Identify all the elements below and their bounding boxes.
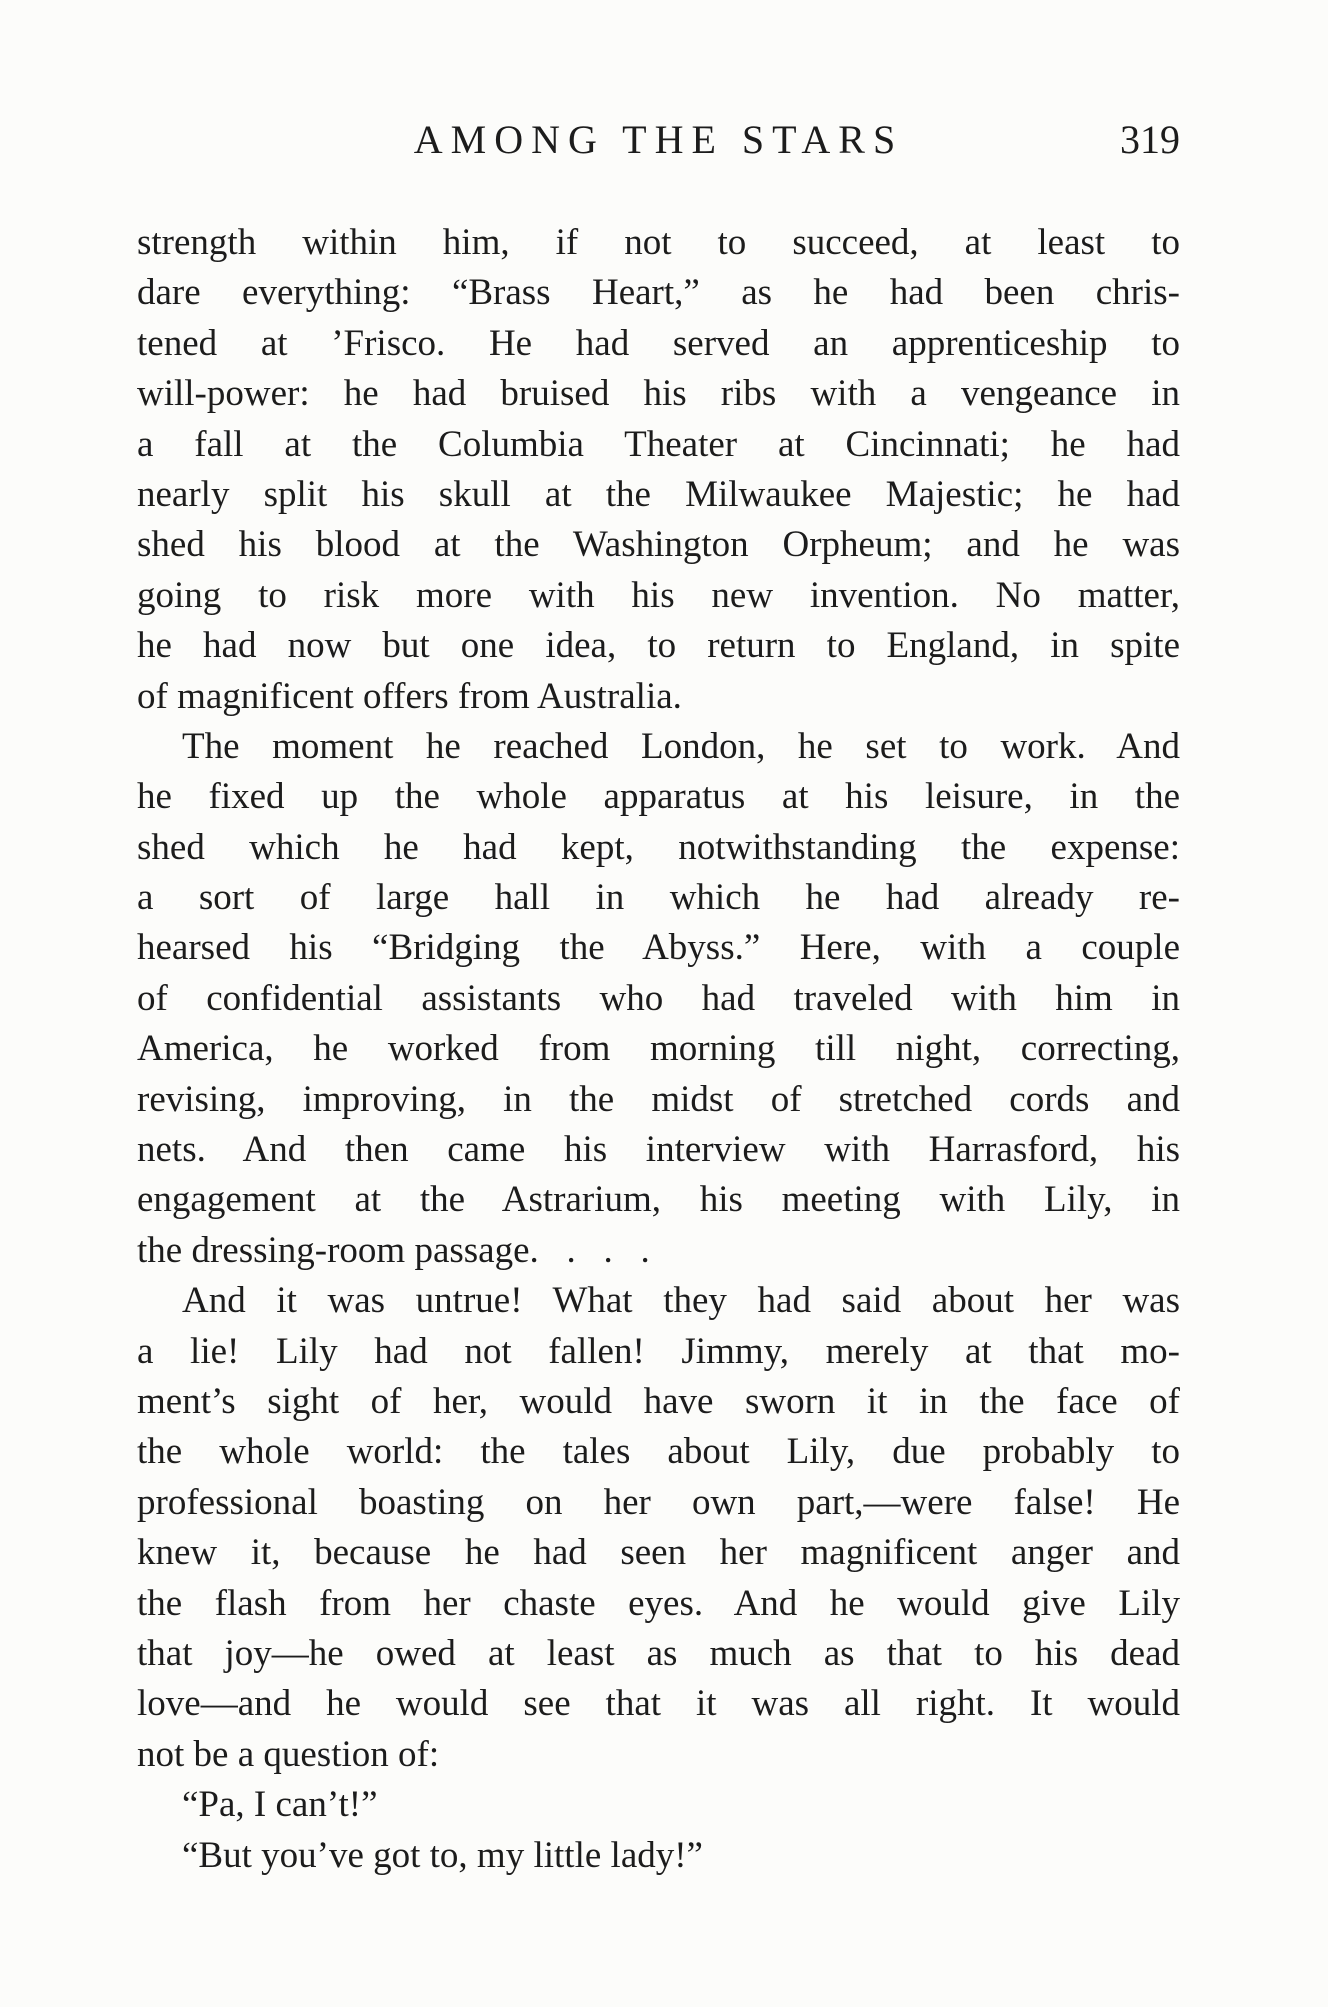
page-number: 319 [1120, 117, 1180, 162]
text-line: And it was untrue! What they had said about her was [182, 1280, 1180, 1322]
text-line: he fixed up the whole apparatus at his leisure, in the [137, 776, 1180, 818]
text-line: a lie! Lily had not fallen! Jimmy, merely at that mo- [137, 1330, 1180, 1372]
text-line: nets. And then came his interview with Harrasford, his [137, 1129, 1180, 1171]
text-line: that joy—he owed at least as much as that to his dead [137, 1632, 1180, 1674]
text-line: ment’s sight of her, would have sworn it in the face of [137, 1380, 1180, 1422]
text-line: “Pa, I can’t!” [182, 1784, 378, 1826]
text-line: America, he worked from morning till night, correcting, [137, 1028, 1180, 1070]
text-line: will-power: he had bruised his ribs with a vengeance in [137, 373, 1180, 415]
text-line: shed which he had kept, notwithstanding the expense: [137, 826, 1180, 868]
text-line: the whole world: the tales about Lily, due probably to [137, 1431, 1180, 1473]
text-line: of magnificent offers from Australia. [137, 675, 682, 717]
text-line: engagement at the Astrarium, his meeting with Lily, in [137, 1179, 1180, 1221]
text-line: dare everything: “Brass Heart,” as he had been chris- [137, 272, 1180, 314]
text-line: knew it, because he had seen her magnificent anger and [137, 1532, 1180, 1574]
text-line: hearsed his “Bridging the Abyss.” Here, with a couple [137, 927, 1180, 969]
text-line: of confidential assistants who had traveled with him in [137, 977, 1180, 1019]
text-line: The moment he reached London, he set to work. And [182, 725, 1180, 767]
text-line: he had now but one idea, to return to England, in spite [137, 625, 1180, 667]
text-line: professional boasting on her own part,—were false! He [137, 1481, 1180, 1523]
text-line: love—and he would see that it was all right. It would [137, 1683, 1180, 1725]
text-line: a sort of large hall in which he had already re- [137, 877, 1180, 919]
text-line: tened at ’Frisco. He had served an apprenticeship to [137, 322, 1180, 364]
text-line: “But you’ve got to, my little lady!” [182, 1834, 703, 1876]
running-head [137, 110, 1180, 170]
text-line: the dressing-room passage. . . . [137, 1229, 650, 1271]
body-text [137, 218, 1180, 1881]
text-line: strength within him, if not to succeed, at least to [137, 222, 1180, 263]
text-line: shed his blood at the Washington Orpheum; and he was [137, 524, 1180, 566]
text-line: revising, improving, in the midst of stretched cords and [137, 1078, 1180, 1120]
text-line: not be a question of: [137, 1733, 440, 1775]
text-line: the flash from her chaste eyes. And he would give Lily [137, 1582, 1180, 1624]
running-title: AMONG THE STARS [413, 117, 904, 162]
text-line: nearly split his skull at the Milwaukee Majestic; he had [137, 473, 1180, 515]
text-line: a fall at the Columbia Theater at Cincinnati; he had [137, 423, 1180, 465]
text-line: going to risk more with his new invention. No matter, [137, 574, 1180, 616]
